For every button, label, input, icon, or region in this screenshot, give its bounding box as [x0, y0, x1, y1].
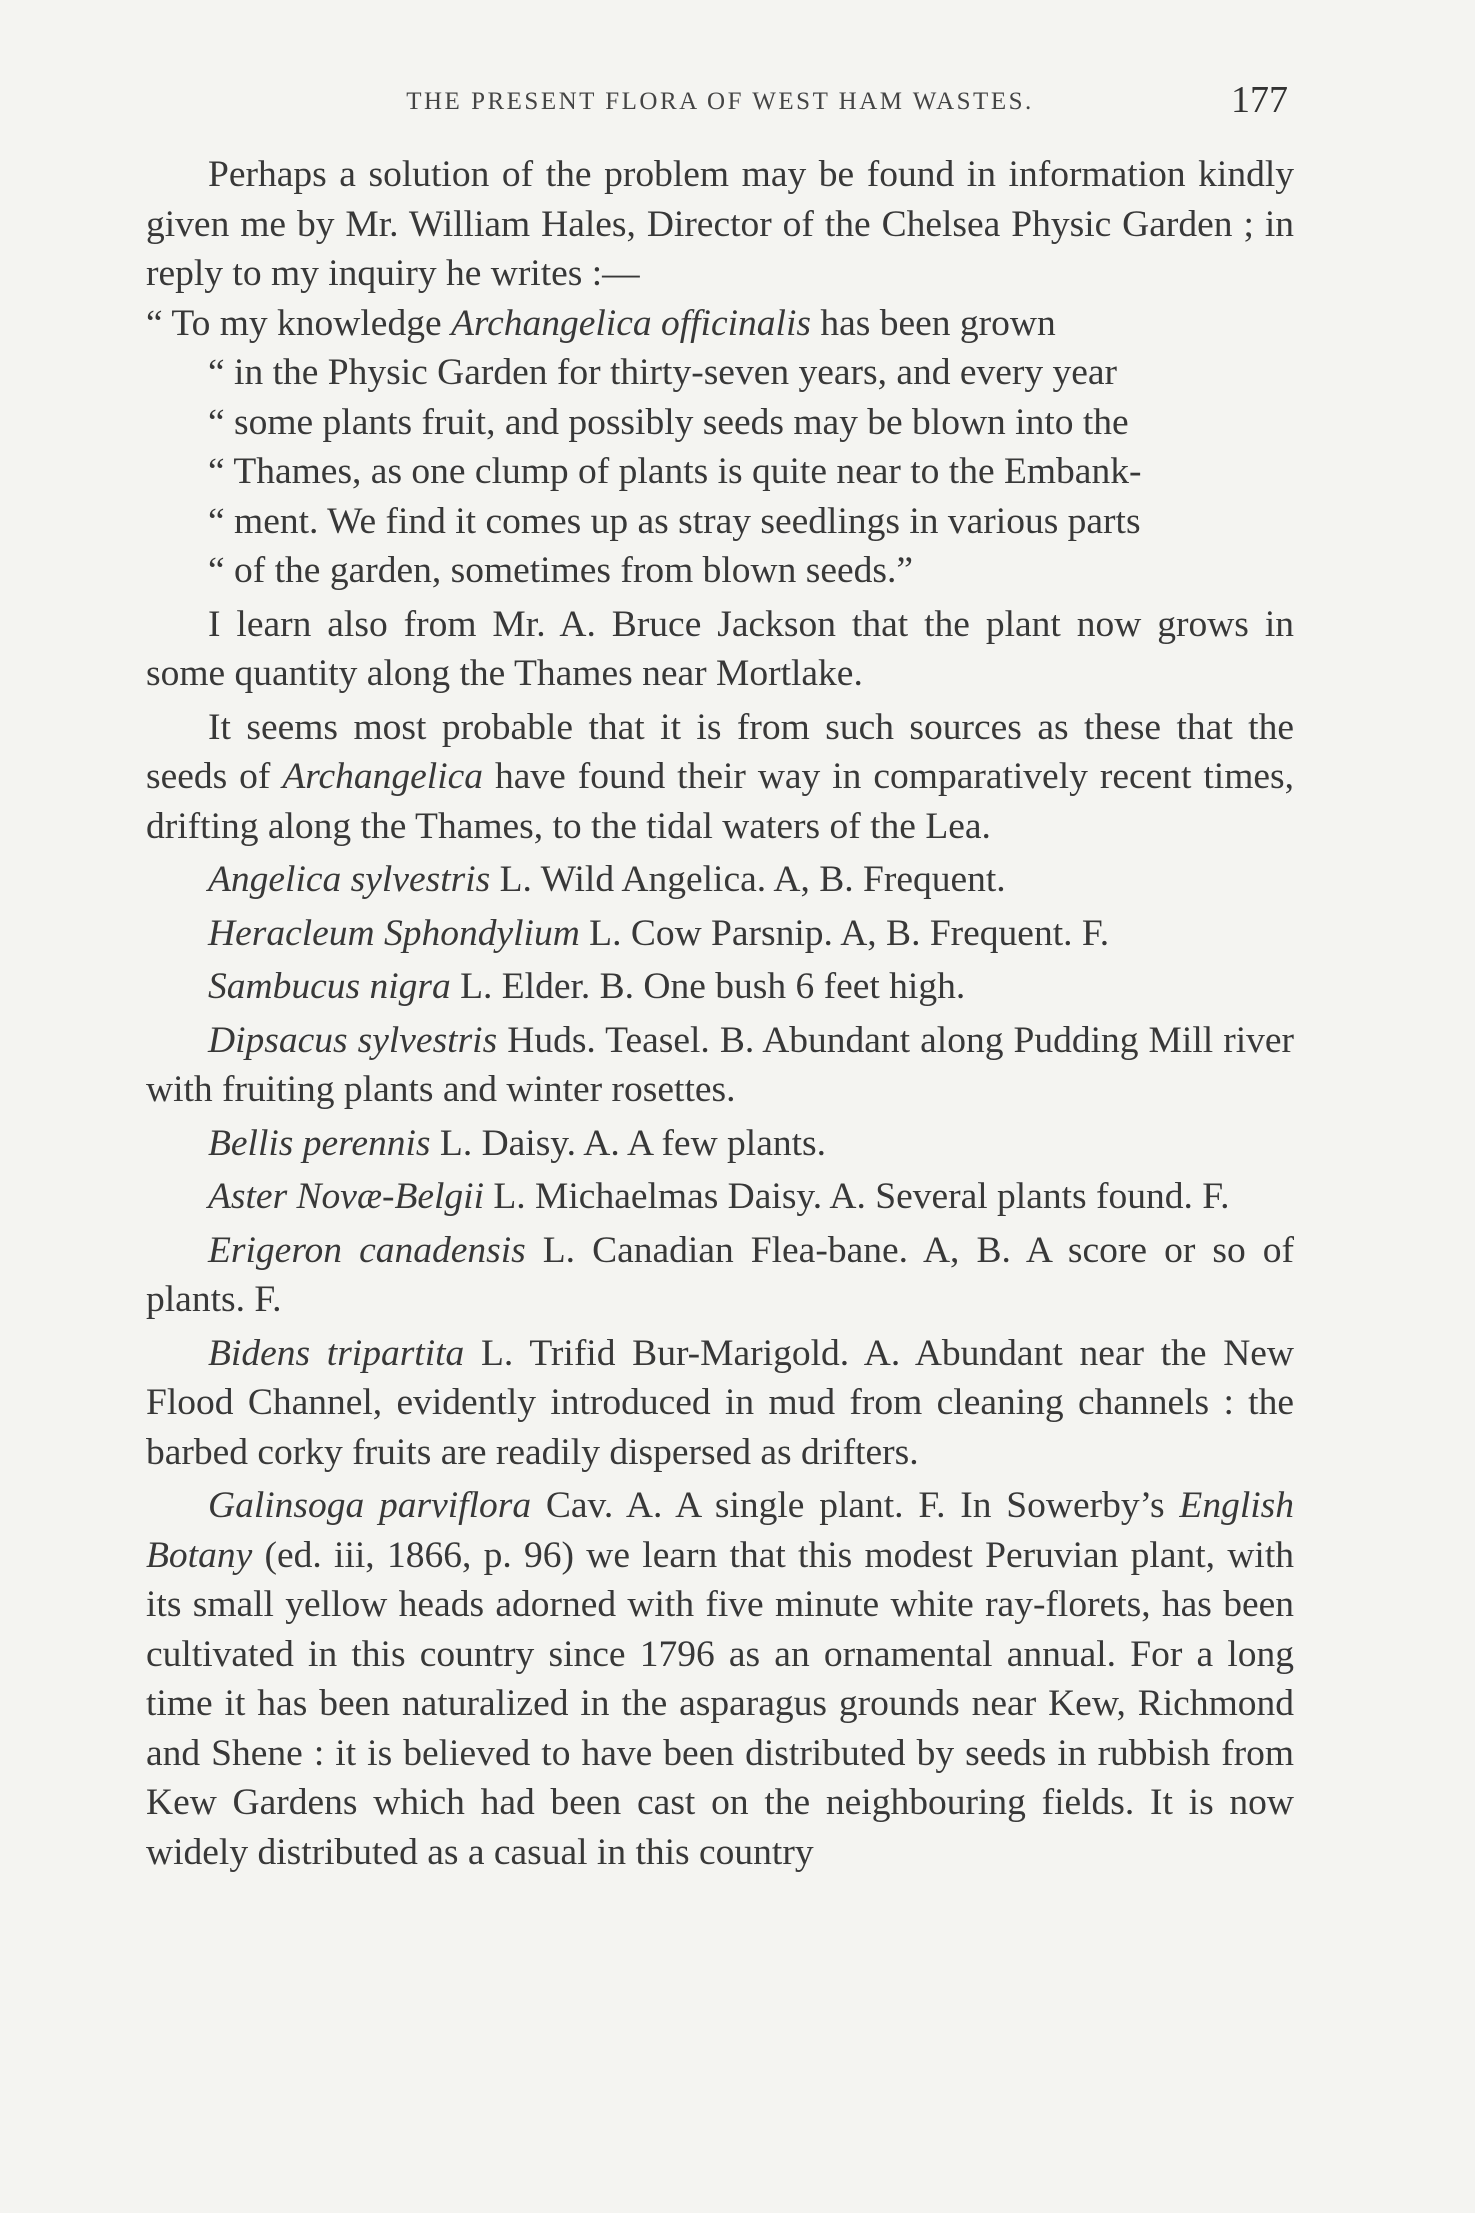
species-name: Archangelica officinalis [450, 302, 811, 344]
paragraph-text: Perhaps a solution of the problem may be found in information kindly given me by Mr. William Hales, Director of the Chelsea Physic Garden ; in reply to my inquiry he writes :— [146, 154, 1294, 294]
quote-line: “ in the Physic Garden for thirty-seven years, and every year [208, 352, 1118, 393]
quote-line: “ Thames, as one clump of plants is quite near to the Embank- [208, 451, 1142, 492]
entry-sambucus: Sambucus nigra L. Elder. B. One bush 6 feet high. [208, 966, 966, 1007]
entry-erigeron: Erigeron canadensis L. Canadian Flea-bane. A, B. A score or so of plants. F. [146, 1229, 1294, 1320]
running-header [146, 78, 1294, 130]
entry-bellis: Bellis perennis L. Daisy. A. A few plants. [208, 1122, 826, 1164]
page-number: 177 [1231, 79, 1288, 121]
paragraph-sources: It seems most probable that it is from such sources as these that the seeds of Archangelica have found their way in comparatively recent times, drifting along the Thames, to the tidal waters of the Lea. [146, 706, 1294, 847]
species-name: Bellis perennis [208, 1122, 431, 1164]
book-title: English Botany [146, 1485, 1295, 1576]
entry-bidens: Bidens tripartita L. Trifid Bur-Marigold. A. Abundant near the New Flood Channel, evidently introduced in mud from cleaning channels : the barbed corky fruits are readily dispersed as drifters. [146, 1332, 1295, 1473]
species-name: Archangelica [282, 756, 484, 797]
species-name: Sambucus nigra [208, 966, 451, 1007]
running-title: THE PRESENT FLORA OF WEST HAM WASTES. [406, 88, 1034, 115]
quote-line: “ ment. We find it comes up as stray seedlings in various parts [208, 500, 1141, 542]
entry-galinsoga: Galinsoga parviflora Cav. A. A single plant. F. In Sowerby’s English Botany (ed. iii, 1866, p. 96) we learn that this modest Peruvian plant, with its small yellow heads adorned with five minute white ray-florets, has been cultivated in this country since 1796 as an ornamental annual. For a long time it has been naturalized in the asparagus grounds near Kew, Richmond and Shene : it is believed to have been distributed by seeds in rubbish from Kew Gardens which had been cast on the neighbouring fields. It is now widely distributed as a casual in this country [146, 1485, 1295, 1873]
entry-aster: Aster Novæ-Belgii L. Michaelmas Daisy. A. Several plants found. F. [208, 1176, 1230, 1217]
entry-heracleum: Heracleum Sphondylium L. Cow Parsnip. A, B. Frequent. F. [208, 912, 1110, 954]
quote-line: “ of the garden, sometimes from blown seeds.” [208, 550, 914, 591]
species-name: Erigeron canadensis [208, 1229, 526, 1271]
quote-line: “ some plants fruit, and possibly seeds may be blown into the [208, 401, 1129, 443]
entry-angelica: Angelica sylvestris L. Wild Angelica. A, B. Frequent. [208, 859, 1006, 900]
body-text [146, 150, 1294, 1877]
book-page [146, 78, 1294, 2158]
species-name: Galinsoga parviflora [208, 1485, 532, 1526]
paragraph-jackson: I learn also from Mr. A. Bruce Jackson that the plant now grows in some quantity along the Thames near Mortlake. [146, 603, 1294, 694]
species-name: Dipsacus sylvestris [208, 1019, 498, 1061]
entry-dipsacus: Dipsacus sylvestris Huds. Teasel. B. Abundant along Pudding Mill river with fruiting plants and winter rosettes. [146, 1019, 1294, 1110]
species-name: Aster Novæ-Belgii [208, 1176, 484, 1217]
species-name: Heracleum Sphondylium [208, 912, 580, 954]
species-name: Bidens tripartita [208, 1332, 465, 1374]
quote-line: “ To my knowledge Archangelica officinalis has been grown [146, 302, 1056, 344]
paragraph-hales [146, 150, 1294, 596]
species-name: Angelica sylvestris [208, 859, 491, 900]
